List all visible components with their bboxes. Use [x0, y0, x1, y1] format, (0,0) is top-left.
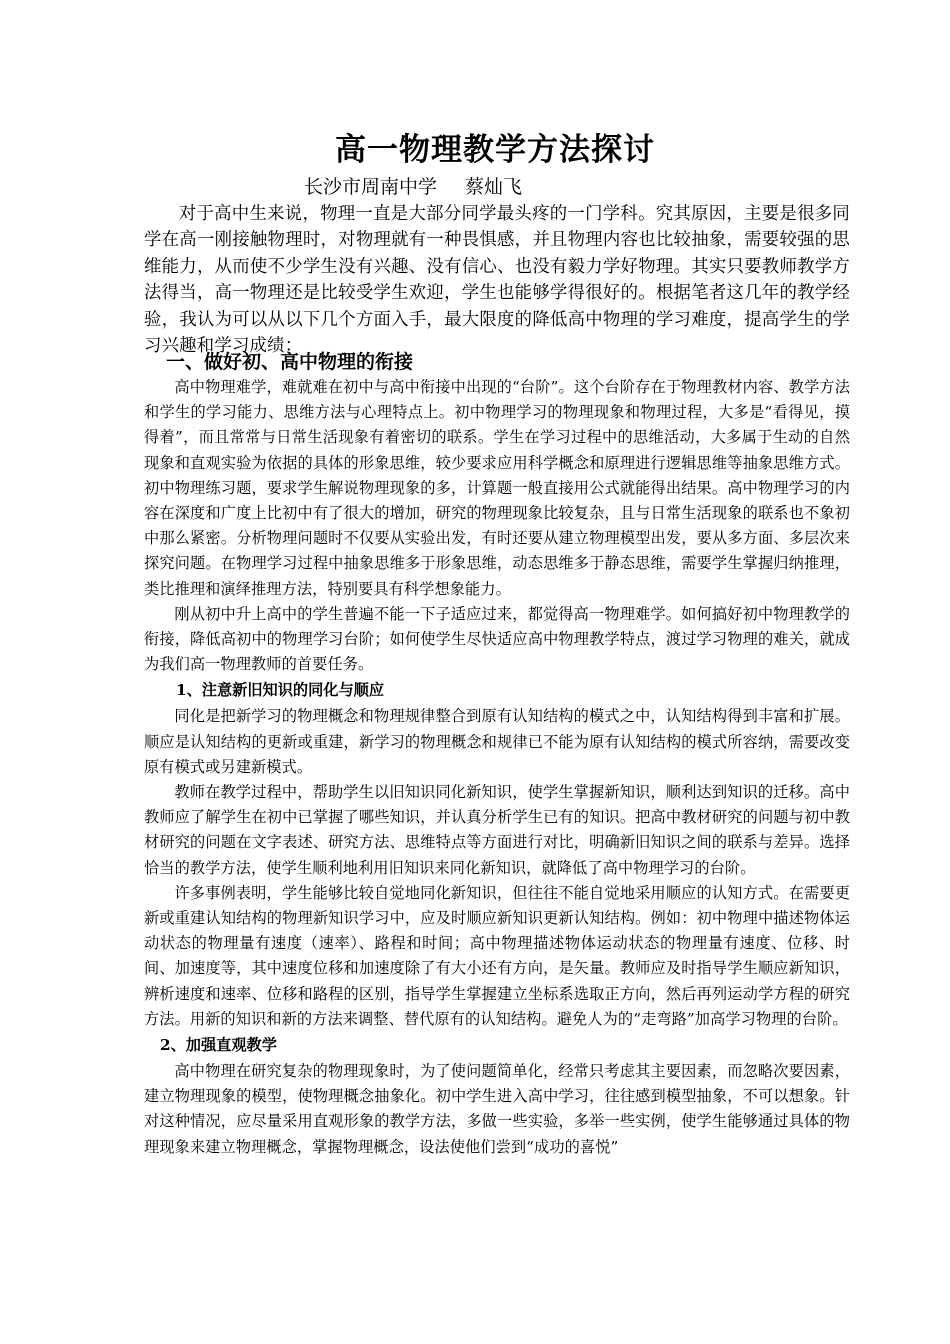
intro-section	[144, 201, 850, 359]
body-paragraph: 高中物理难学，难就难在初中与高中衔接中出现的“台阶”。这个台阶存在于物理教材内容、教学方法和学生的学习能力、思维方法与心理特点上。初中物理学习的物理现象和物理过程，大多是“看得见，摸得着”，而且常常与日常生活现象有着密切的联系。学生在学习过程中的思维活动，大多属于生动的自然现象和直观实验为依据的具体的形象思维，较少要求应用科学概念和原理进行逻辑思维等抽象思维方式。初中物理练习题，要求学生解说物理现象的多，计算题一般直接用公式就能得出结果。高中物理学习的内容在深度和广度上比初中有了很大的增加，研究的物理现象比较复杂，且与日常生活现象的联系也不象初中那么紧密。分析物理问题时不仅要从实验出发，有时还要从建立物理模型出发，要从多方面、多层次来探究问题。在物理学习过程中抽象思维多于形象思维，动态思维多于静态思维，需要学生掌握归纳推理，类比推理和演绎推理方法，特别要具有科学想象能力。	[144, 378, 850, 598]
body-paragraph: 高中物理在研究复杂的物理现象时，为了使问题简单化，经常只考虑其主要因素，而忽略次要因素，建立物理现象的模型，使物理概念抽象化。初中学生进入高中学习，往往感到模型抽象，不可以想象。针对这种情况，应尽量采用直观形象的教学方法，多做一些实验，多举一些实例，使学生能够通过具体的物理现象来建立物理概念，掌握物理概念，设法使他们尝到“成功的喜悦”	[144, 1062, 850, 1156]
body-paragraph: 刚从初中升上高中的学生普遍不能一下子适应过来，都觉得高一物理难学。如何搞好初中物理教学的衔接，降低高初中的物理学习台阶；如何使学生尽快适应高中物理教学特点，渡过学习物理的难关，就成为我们高一物理教师的首要任务。	[144, 604, 850, 674]
body-paragraph: 教师在教学过程中，帮助学生以旧知识同化新知识，使学生掌握新知识，顺利达到知识的迁移。高中教师应了解学生在初中已掌握了哪些知识，并认真分析学生已有的知识。把高中教材研究的问题与初中教材研究的问题在文字表述、研究方法、思维特点等方面进行对比，明确新旧知识之间的联系与差异。选择恰当的教学方法，使学生顺利地利用旧知识来同化新知识，就降低了高中物理学习的台阶。	[144, 783, 850, 877]
intro-paragraph: 对于高中生来说，物理一直是大部分同学最头疼的一门学科。究其原因，主要是很多同学在高一刚接触物理时，对物理就有一种畏惧感，并且物理内容也比较抽象，需要较强的思维能力，从而使不少学生没有兴趣、没有信心、也没有毅力学好物理。其实只要教师教学方法得当，高一物理还是比较受学生欢迎，学生也能够学得很好的。根据笔者这几年的教学经验，我认为可以从以下几个方面入手，最大限度的降低高中物理的学习难度，提高学生的学习兴趣和学习成绩：	[144, 204, 850, 357]
subsection-heading-2: 2、加强直观教学	[160, 1036, 277, 1055]
byline	[304, 174, 522, 200]
subsection-heading-1: 1、注意新旧知识的同化与顺应	[176, 681, 385, 700]
body-paragraph: 许多事例表明，学生能够比较自觉地同化新知识，但往往不能自觉地采用顺应的认知方式。在需要更新或重建认知结构的物理新知识学习中，应及时顺应新知识更新认知结构。例如：初中物理中描述物体运动状态的物理量有速度（速率）、路程和时间；高中物理描述物体运动状态的物理量有速度、位移、时间、加速度等，其中速度位移和加速度除了有大小还有方向，是矢量。教师应及时指导学生顺应新知识，辨析速度和速率、位移和路程的区别，指导学生掌握建立坐标系选取正方向，然后再列运动学方程的研究方法。用新的知识和新的方法来调整、替代原有的认知结构。避免人为的“走弯路”加高学习物理的台阶。	[144, 883, 850, 1028]
section-heading-1: 一、做好初、高中物理的衔接	[166, 351, 414, 373]
document-title: 高一物理教学方法探讨	[335, 132, 655, 168]
body-paragraph: 同化是把新学习的物理概念和物理规律整合到原有认知结构的模式之中，认知结构得到丰富和扩展。顺应是认知结构的更新或重建，新学习的物理概念和规律已不能为原有认知结构的模式所容纳，需要改变原有模式或另建新模式。	[144, 707, 850, 776]
author-name: 蔡灿飞	[465, 176, 523, 198]
body-text	[144, 375, 850, 1160]
school-name: 长沙市周南中学	[304, 176, 438, 198]
